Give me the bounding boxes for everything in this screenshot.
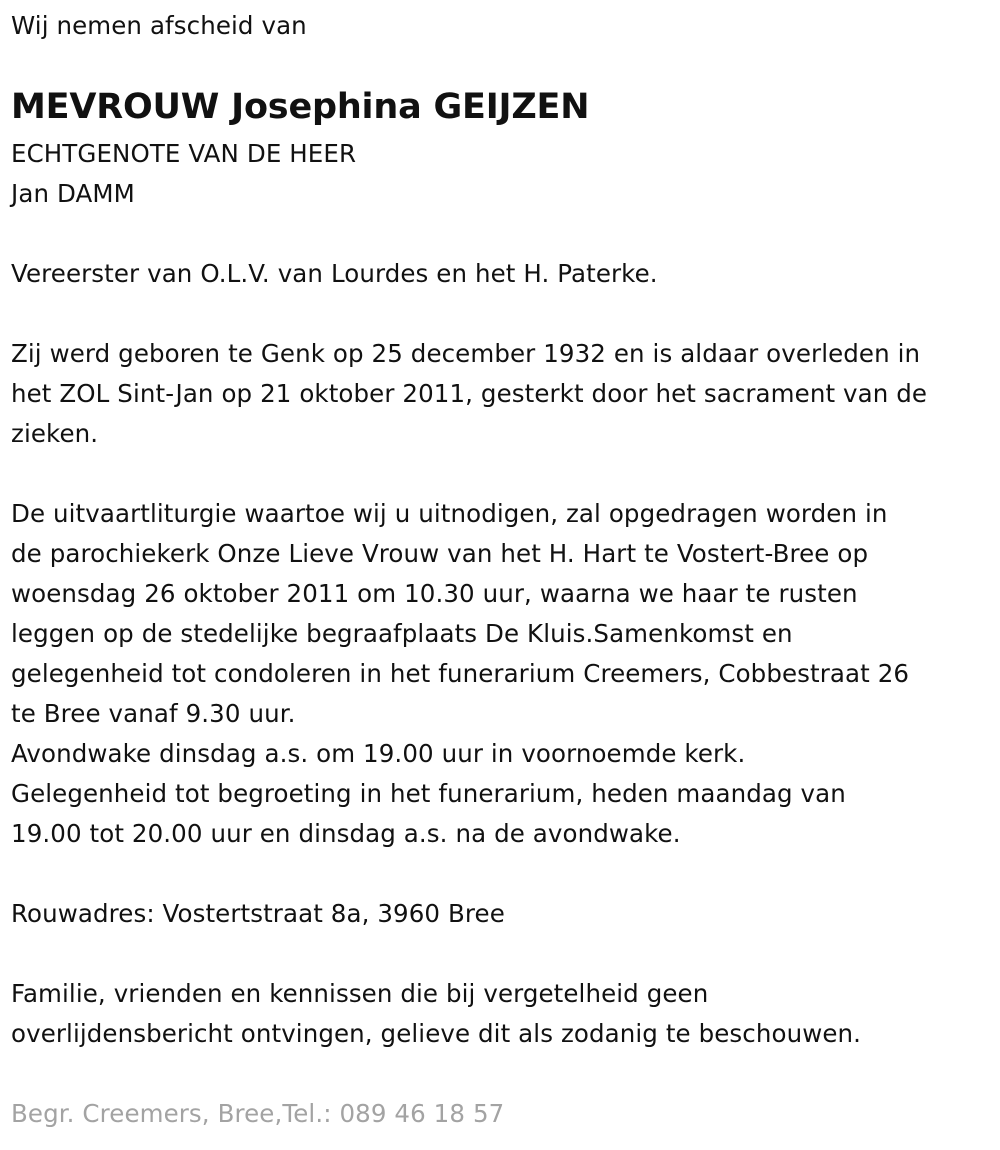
deceased-name: MEVROUW Josephina GEIJZEN: [11, 87, 590, 127]
spouse-name: Jan DAMM: [11, 179, 135, 208]
paragraph-line: te Bree vanaf 9.30 uur.: [11, 699, 296, 728]
paragraph-line: 19.00 tot 20.00 uur en dinsdag a.s. na de avondwake.: [11, 819, 681, 848]
birth-death-paragraph: [11, 334, 927, 454]
notice-paragraph: [11, 974, 861, 1054]
paragraph-line: gelegenheid tot condoleren in het funerarium Creemers, Cobbestraat 26: [11, 659, 910, 688]
paragraph-line: de parochiekerk Onze Lieve Vrouw van het H. Hart te Vostert-Bree op: [11, 539, 869, 568]
paragraph-line: leggen op de stedelijke begraafplaats De Kluis.Samenkomst en: [11, 619, 793, 648]
paragraph-line: Zij werd geboren te Genk op 25 december 1932 en is aldaar overleden in: [11, 339, 921, 368]
intro-text: Wij nemen afscheid van: [11, 11, 307, 40]
mourning-address: Rouwadres: Vostertstraat 8a, 3960 Bree: [11, 899, 505, 928]
paragraph-line: Familie, vrienden en kennissen die bij vergetelheid geen: [11, 979, 709, 1008]
paragraph-line: woensdag 26 oktober 2011 om 10.30 uur, waarna we haar te rusten: [11, 579, 858, 608]
paragraph-line: het ZOL Sint-Jan op 21 oktober 2011, gesterkt door het sacrament van de: [11, 379, 928, 408]
paragraph-line: overlijdensbericht ontvingen, gelieve dit als zodanig te beschouwen.: [11, 1019, 862, 1048]
funeral-paragraph: [11, 494, 909, 854]
undertaker-contact: Begr. Creemers, Bree,Tel.: 089 46 18 57: [11, 1099, 505, 1128]
spouse-label: ECHTGENOTE VAN DE HEER: [11, 139, 357, 168]
paragraph-line: Gelegenheid tot begroeting in het funerarium, heden maandag van: [11, 779, 846, 808]
paragraph-line: zieken.: [11, 419, 99, 448]
devotion-text: Vereerster van O.L.V. van Lourdes en het H. Paterke.: [11, 259, 658, 288]
paragraph-line: Avondwake dinsdag a.s. om 19.00 uur in voornoemde kerk.: [11, 739, 746, 768]
paragraph-line: De uitvaartliturgie waartoe wij u uitnodigen, zal opgedragen worden in: [11, 499, 888, 528]
